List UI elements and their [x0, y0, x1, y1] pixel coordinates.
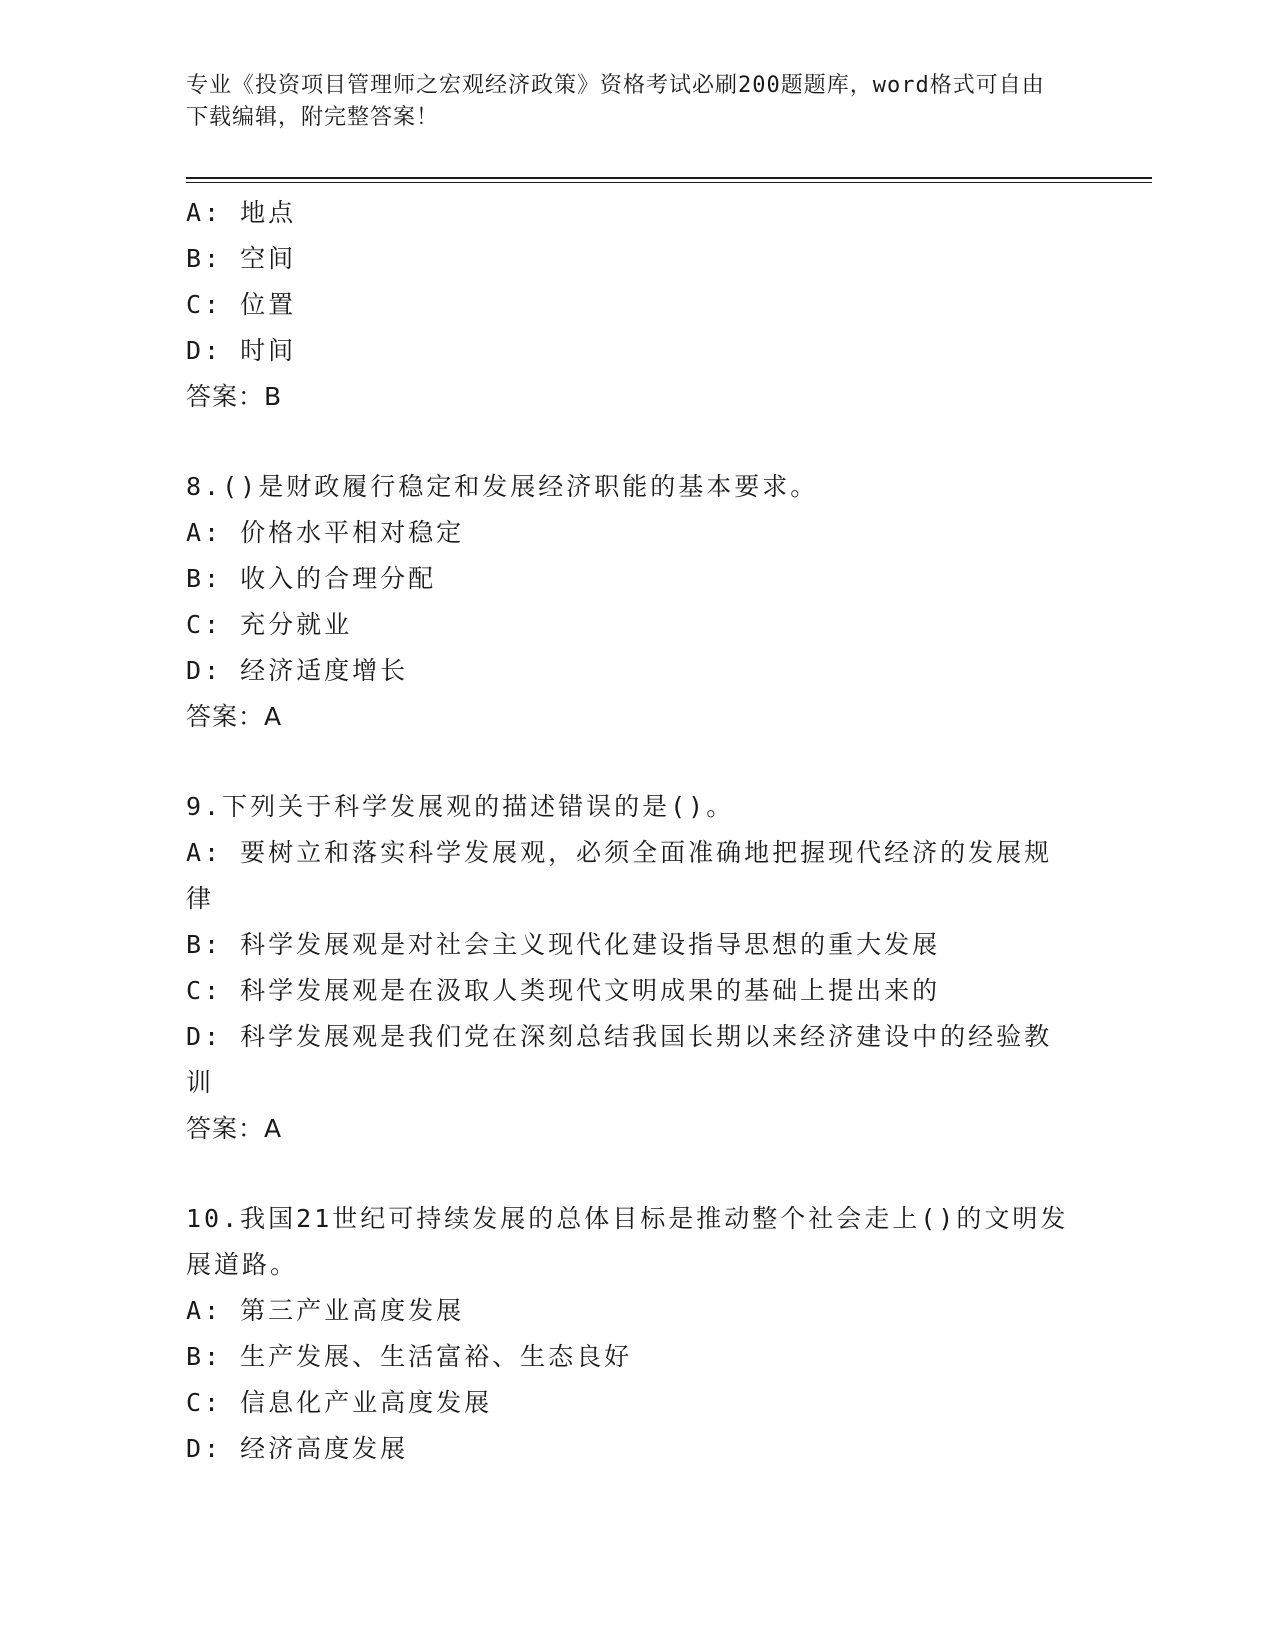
question-stem: 8.()是财政履行稳定和发展经济职能的基本要求。 [186, 472, 819, 501]
option-a: A: 要树立和落实科学发展观，必须全面准确地把握现代经济的发展规律 [186, 838, 1053, 913]
question-stem: 10.我国21世纪可持续发展的总体目标是推动整个社会走上()的文明发展道路。 [186, 1204, 1069, 1279]
option-c: C: 信息化产业高度发展 [186, 1388, 493, 1417]
option-a: A: 地点 [186, 198, 297, 227]
question-10 [186, 1196, 1076, 1472]
option-c: C: 位置 [186, 290, 297, 319]
question-stem: 9.下列关于科学发展观的描述错误的是()。 [186, 792, 735, 821]
answer: 答案：B [186, 382, 283, 411]
question-7 [186, 190, 1076, 420]
question-8 [186, 464, 1076, 740]
option-c: C: 科学发展观是在汲取人类现代文明成果的基础上提出来的 [186, 976, 941, 1005]
header-divider [186, 177, 1152, 179]
spacer [186, 420, 1076, 464]
option-b: B: 空间 [186, 244, 297, 273]
option-a: A: 价格水平相对稳定 [186, 518, 465, 547]
page-header: 专业《投资项目管理师之宏观经济政策》资格考试必刷200题题库，word格式可自由下载编辑，附完整答案！ [186, 73, 1045, 130]
spacer [186, 740, 1076, 784]
option-b: B: 收入的合理分配 [186, 564, 437, 593]
option-c: C: 充分就业 [186, 610, 353, 639]
option-b: B: 生产发展、生活富裕、生态良好 [186, 1342, 633, 1371]
option-d: D: 时间 [186, 336, 297, 365]
header-divider-thin [186, 182, 1152, 183]
option-a: A: 第三产业高度发展 [186, 1296, 465, 1325]
option-d: D: 经济适度增长 [186, 656, 409, 685]
question-content [186, 190, 1076, 1472]
answer: 答案：A [186, 1114, 283, 1143]
question-9 [186, 784, 1076, 1152]
option-d: D: 经济高度发展 [186, 1434, 409, 1463]
spacer [186, 1152, 1076, 1196]
answer: 答案：A [186, 702, 283, 731]
option-b: B: 科学发展观是对社会主义现代化建设指导思想的重大发展 [186, 930, 941, 959]
option-d: D: 科学发展观是我们党在深刻总结我国长期以来经济建设中的经验教训 [186, 1022, 1053, 1097]
